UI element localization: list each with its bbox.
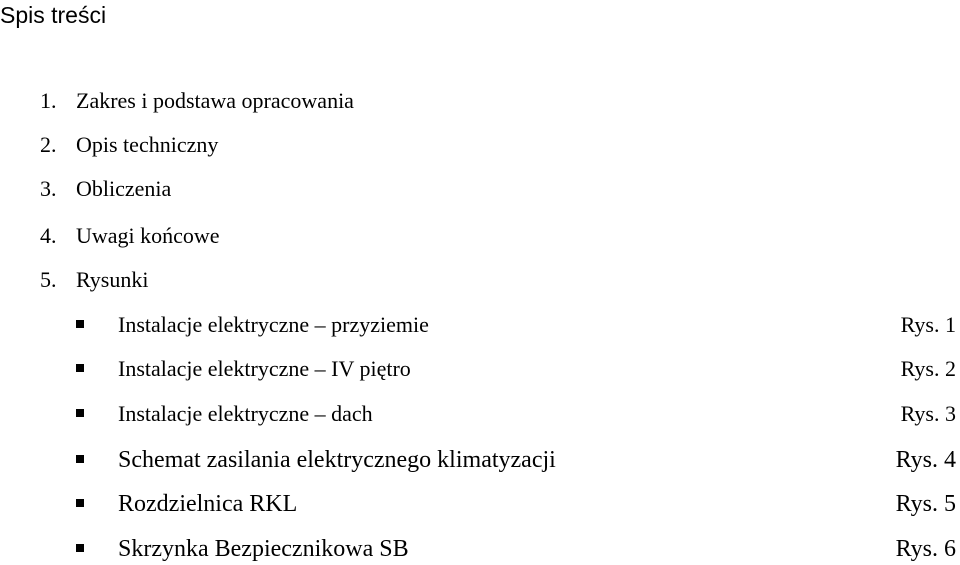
toc-item-number: 3.	[40, 176, 57, 201]
square-bullet-icon	[76, 499, 84, 507]
toc-item-label: Opis techniczny	[76, 132, 219, 157]
drawing-label: Skrzynka Bezpiecznikowa SB	[118, 536, 409, 562]
toc-item-4	[40, 223, 220, 249]
drawing-item-4	[76, 446, 956, 476]
page-title: Spis treści	[0, 2, 107, 28]
drawing-ref: Rys. 1	[900, 312, 956, 337]
drawing-label: Instalacje elektryczne – IV piętro	[118, 356, 411, 381]
toc-item-1	[40, 88, 354, 114]
toc-item-label: Obliczenia	[76, 176, 172, 201]
drawing-item-5	[76, 490, 956, 520]
drawing-ref: Rys. 5	[895, 491, 956, 517]
drawing-item-3	[76, 400, 956, 430]
drawing-label: Instalacje elektryczne – dach	[118, 401, 373, 426]
toc-item-number: 1.	[40, 88, 57, 113]
drawing-item-2	[76, 355, 956, 385]
drawing-ref: Rys. 2	[900, 356, 956, 381]
drawing-ref: Rys. 3	[900, 401, 956, 426]
square-bullet-icon	[76, 409, 84, 417]
toc-item-label: Zakres i podstawa opracowania	[76, 88, 354, 113]
drawing-item-1	[76, 311, 956, 341]
drawing-ref: Rys. 4	[895, 447, 956, 473]
square-bullet-icon	[76, 455, 84, 463]
square-bullet-icon	[76, 320, 84, 328]
toc-item-number: 5.	[40, 267, 57, 292]
toc-item-5	[40, 267, 148, 293]
toc-item-number: 2.	[40, 132, 57, 157]
toc-item-label: Uwagi końcowe	[76, 223, 220, 248]
drawing-label: Instalacje elektryczne – przyziemie	[118, 312, 429, 337]
toc-item-2	[40, 132, 218, 158]
toc-item-number: 4.	[40, 223, 57, 248]
drawing-label: Rozdzielnica RKL	[118, 491, 298, 517]
toc-item-3	[40, 176, 171, 202]
square-bullet-icon	[76, 364, 84, 372]
square-bullet-icon	[76, 544, 84, 552]
drawing-ref: Rys. 6	[895, 536, 956, 562]
drawing-label: Schemat zasilania elektrycznego klimatyzacji	[118, 447, 556, 473]
drawing-item-6	[76, 535, 956, 565]
toc-item-label: Rysunki	[76, 267, 149, 292]
